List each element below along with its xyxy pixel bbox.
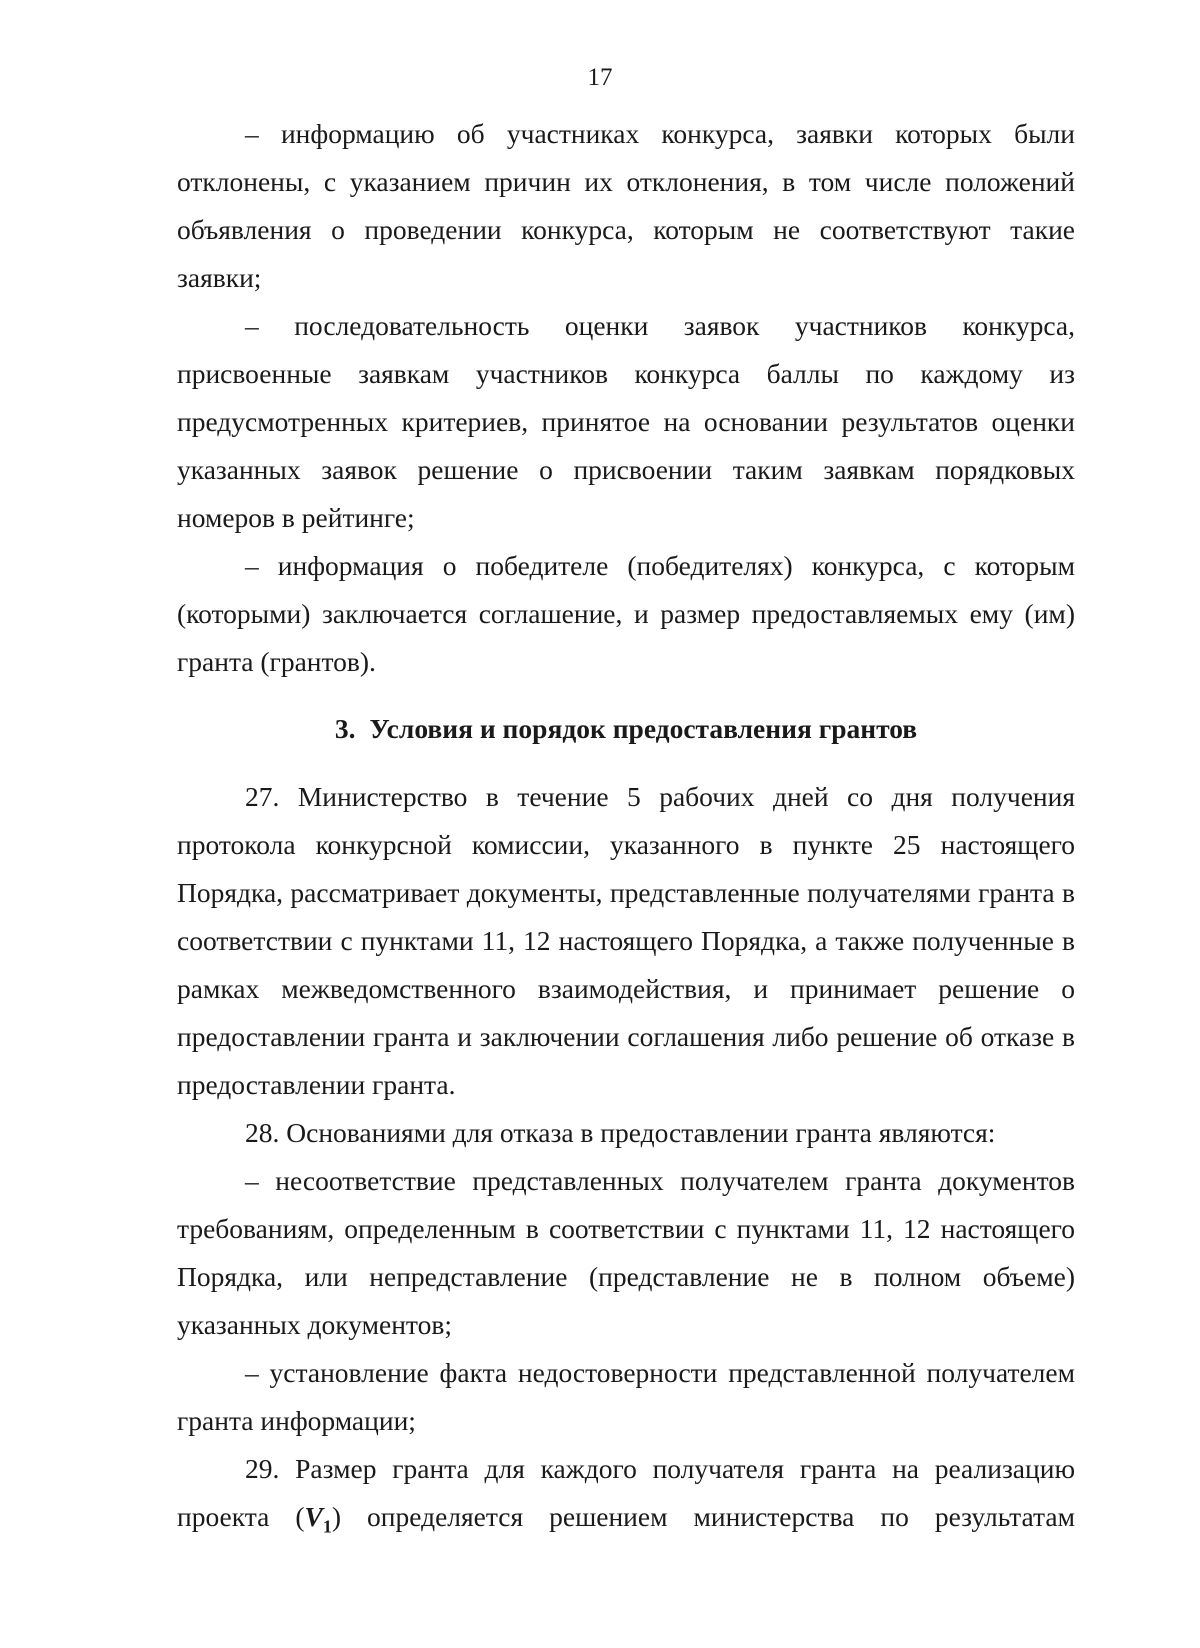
paragraph-27: 27. Министерство в течение 5 рабочих дней со дня получения протокола конкурсной комиссии, указанного в пункте 25 настоящего Порядка, рассматривает документы, представленные получателями гранта в соответствии с пунктами 11, 12 настоящего Порядка, а также полученные в рамках межведомственного взаимодействия, и принимает решение о предоставлении гранта и заключении соглашения либо решение об отказе в предоставлении гранта. <box>177 781 1075 1100</box>
paragraph-29-text-end: ) определяется решением министерства по результатам <box>331 1501 1075 1532</box>
page-number: 17 <box>587 64 613 91</box>
formula-subscript: 1 <box>322 1516 332 1537</box>
paragraph-evaluation-sequence: – последовательность оценки заявок участников конкурса, присвоенные заявкам участников конкурса баллы по каждому из предусмотренных критериев, принятое на основании результатов оценки указанных заявок решение о присвоении таким заявкам порядковых номеров в рейтинге; <box>177 310 1075 533</box>
paragraph-29 <box>177 1445 1075 1551</box>
paragraph-28: 28. Основаниями для отказа в предоставлении гранта являются: <box>245 1117 996 1148</box>
section-number: 3. <box>334 713 356 744</box>
formula-v1 <box>304 1501 332 1537</box>
paragraph-false-information: – установление факта недостоверности представленной получателем гранта информации; <box>177 1357 1075 1436</box>
page-body <box>177 110 1075 1551</box>
paragraph-rejected-participants: – информацию об участниках конкурса, заявки которых были отклонены, с указанием причин их отклонения, в том числе положений объявления о проведении конкурса, которым не соответствуют такие заявки; <box>177 118 1075 293</box>
section-title: Условия и порядок предоставления грантов <box>369 713 918 744</box>
paragraph-document-mismatch: – несоответствие представленных получателем гранта документов требованиям, определенным в соответствии с пунктами 11, 12 настоящего Порядка, или непредставление (представление не в полном объеме) указанных документов; <box>177 1165 1075 1340</box>
paragraph-winner-info: – информация о победителе (победителях) конкурса, с которым (которыми) заключается соглашение, и размер предоставляемых ему (им) гранта (грантов). <box>177 550 1075 677</box>
paragraph-29-text-start: 29. Размер гранта для каждого получателя гранта на реализацию проекта ( <box>177 1453 1075 1532</box>
formula-symbol: V <box>304 1501 323 1532</box>
section-heading <box>177 705 1075 753</box>
